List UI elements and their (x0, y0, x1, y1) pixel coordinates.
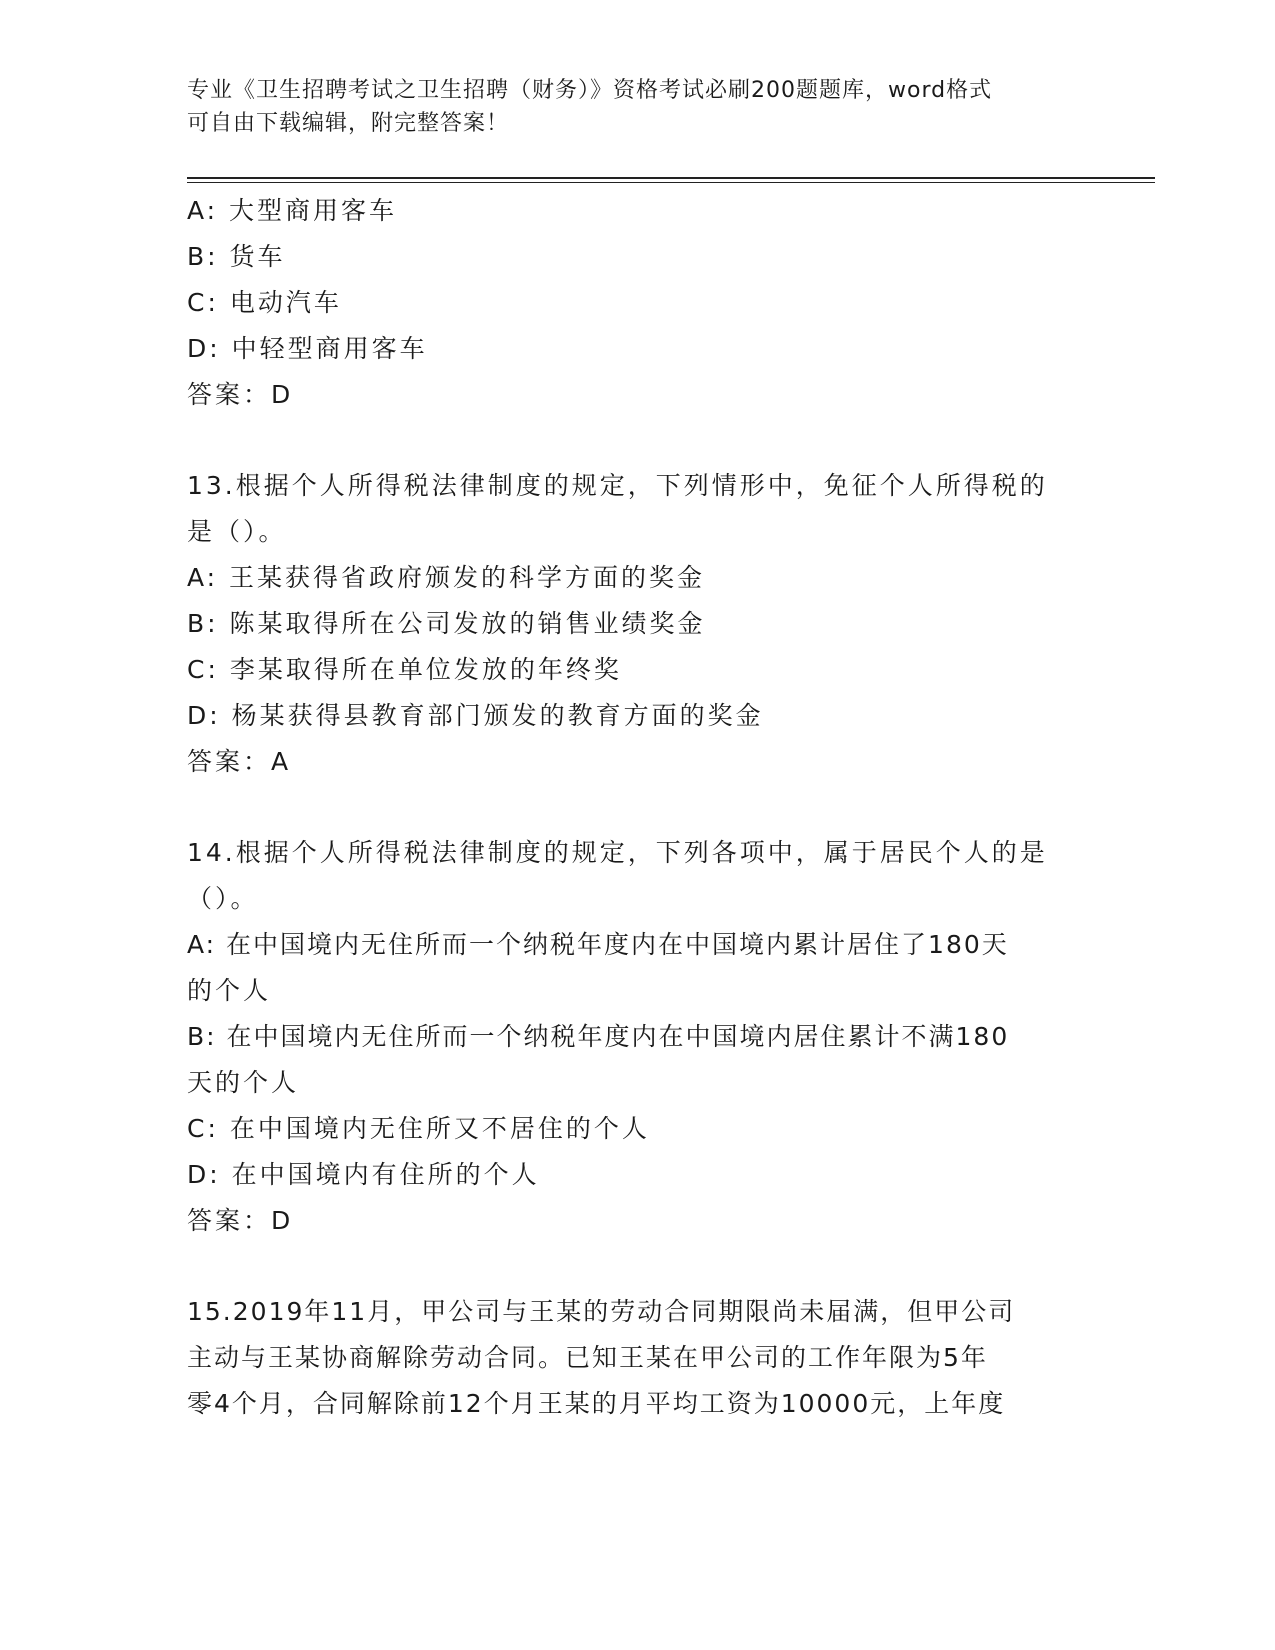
option-a: A: 大型商用客车 (187, 196, 398, 225)
answer-line: 答案：D (187, 380, 294, 409)
option-c: C: 电动汽车 (187, 288, 342, 317)
option-d: D: 中轻型商用客车 (187, 334, 428, 363)
option-b: B: 货车 (187, 242, 286, 271)
question-stem-line: 14.根据个人所得税法律制度的规定，下列各项中，属于居民个人的是 (187, 838, 1048, 867)
option-b: B: 陈某取得所在公司发放的销售业绩奖金 (187, 609, 706, 638)
header-line-1: 专业《卫生招聘考试之卫生招聘（财务）》资格考试必刷200题题库，word格式 (187, 78, 993, 103)
option-a: A: 王某获得省政府颁发的科学方面的奖金 (187, 563, 706, 592)
page-header (187, 74, 1067, 140)
header-rule-thick (187, 177, 1155, 179)
answer-line: 答案：A (187, 747, 292, 776)
question-15 (187, 1289, 1087, 1427)
question-stem-line: 15.2019年11月，甲公司与王某的劳动合同期限尚未届满，但甲公司 (187, 1297, 1016, 1326)
option-a: A: 在中国境内无住所而一个纳税年度内在中国境内累计居住了180天 (187, 930, 1009, 959)
question-12 (187, 188, 1087, 418)
question-spacer (187, 1244, 1087, 1289)
header-rule-thin (187, 182, 1155, 183)
option-d: D: 在中国境内有住所的个人 (187, 1160, 540, 1189)
question-14 (187, 830, 1087, 1244)
question-spacer (187, 785, 1087, 830)
option-a-continued: 的个人 (187, 976, 272, 1005)
option-c: C: 李某取得所在单位发放的年终奖 (187, 655, 622, 684)
question-stem-line: （）。 (187, 884, 259, 913)
question-spacer (187, 418, 1087, 463)
answer-line: 答案：D (187, 1206, 294, 1235)
question-stem-line: 主动与王某协商解除劳动合同。已知王某在甲公司的工作年限为5年 (187, 1343, 988, 1372)
header-line-2: 可自由下载编辑，附完整答案！ (187, 111, 510, 136)
question-list (187, 188, 1087, 1427)
option-c: C: 在中国境内无住所又不居住的个人 (187, 1114, 650, 1143)
option-b: B: 在中国境内无住所而一个纳税年度内在中国境内居住累计不满180 (187, 1022, 1010, 1051)
question-stem-line: 13.根据个人所得税法律制度的规定，下列情形中，免征个人所得税的 (187, 471, 1048, 500)
question-13 (187, 463, 1087, 785)
question-stem-line: 零4个月，合同解除前12个月王某的月平均工资为10000元，上年度 (187, 1389, 1006, 1418)
question-stem-line: 是（）。 (187, 517, 287, 546)
option-d: D: 杨某获得县教育部门颁发的教育方面的奖金 (187, 701, 764, 730)
option-b-continued: 天的个人 (187, 1068, 300, 1097)
